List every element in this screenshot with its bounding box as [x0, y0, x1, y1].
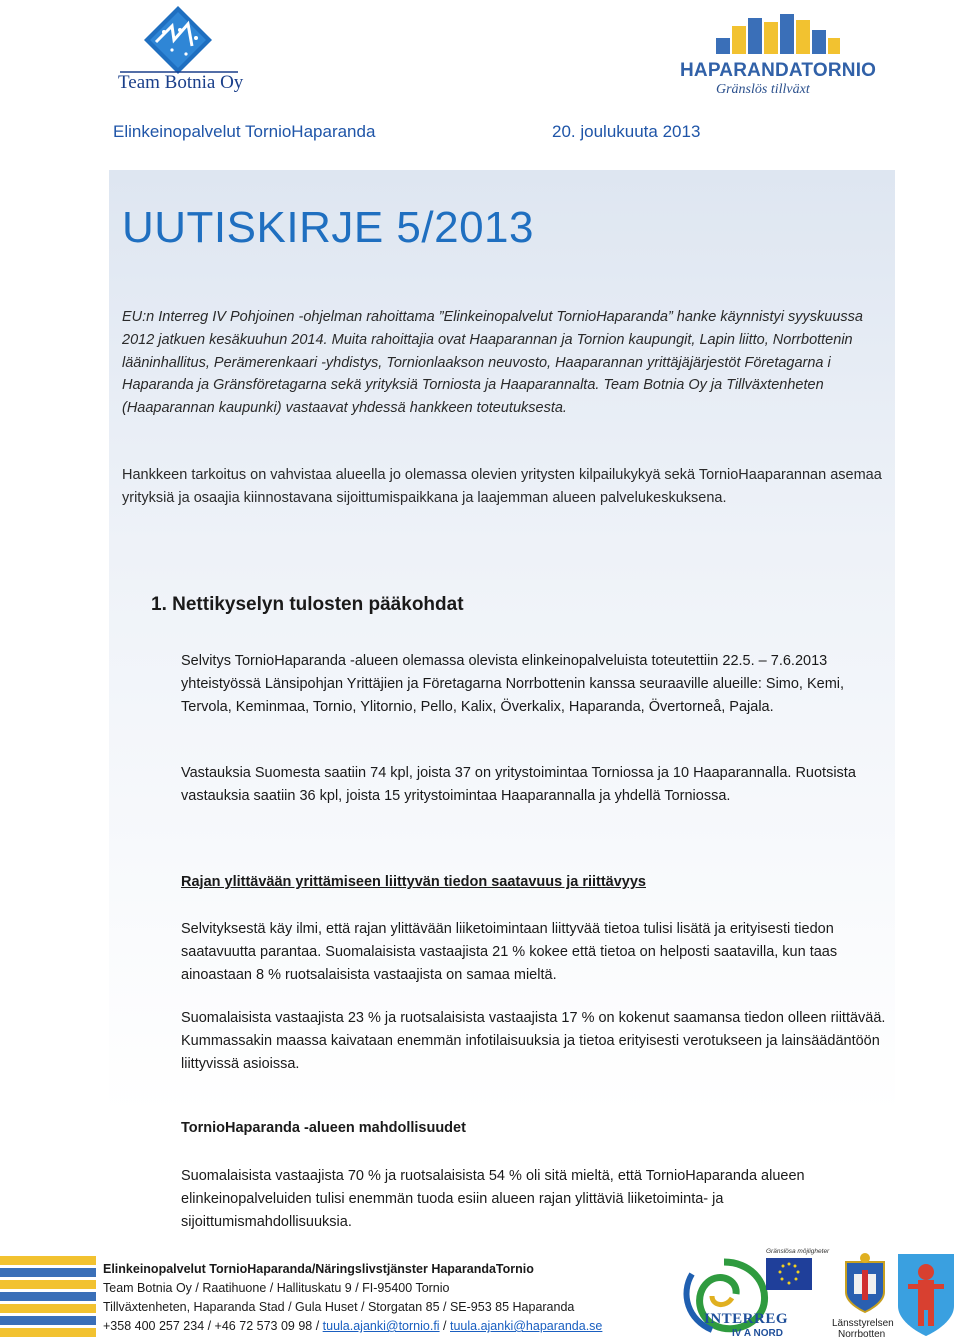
- footer-address-haparanda: Tillväxtenheten, Haparanda Stad / Gula Huset / Storgatan 85 / SE-953 85 Haparanda: [103, 1300, 575, 1314]
- footer-phones: +358 400 257 234 / +46 72 573 09 98 /: [103, 1319, 323, 1333]
- footer-separator: /: [439, 1319, 450, 1333]
- footer-contact-line: [103, 1317, 663, 1336]
- team-botnia-logo: [112, 2, 247, 98]
- newsletter-title: UUTISKIRJE 5/2013: [122, 203, 534, 252]
- haparandatornio-bars-icon: [676, 8, 876, 58]
- newsletter-date: 20. joulukuuta 2013: [552, 122, 701, 141]
- intro-paragraph: EU:n Interreg IV Pohjoinen -ohjelman rahoittama ”Elinkeinopalvelut TornioHaparanda” hanke käynnistyi syyskuussa 2012 jatkuen kesäkuuhun 2014. Muita rahoittajia ovat Haaparannan ja Tornion kaupungit, Lapin liitto, Norrbottenin lääninhallitus, Perämerenkaari -yhdistys, Tornionlaakson neuvosto, Haaparannan yrittäjäjärjestöt Företagarna i Haparanda ja Gränsföretagarna sekä yrityksiä Torniosta ja Haaparannalta. Team Botnia Oy ja Tillväxtenheten (Haaparannan kaupunki) vastaavat yhdessä hankkeen toteutuksesta.: [122, 309, 863, 417]
- footer-org-line: Elinkeinopalvelut TornioHaparanda/Näringslivstjänster HaparandaTornio: [103, 1262, 534, 1276]
- interreg-label: INTERREG: [704, 1311, 789, 1327]
- wild-man-crest-icon: [894, 1250, 958, 1340]
- team-botnia-diamond-icon: [112, 2, 247, 74]
- coat-of-arms-icon: [840, 1252, 890, 1314]
- footer-stripes-icon: [0, 1250, 96, 1342]
- org-name: Elinkeinopalvelut TornioHaparanda: [113, 122, 376, 141]
- footer-address-tornio: Team Botnia Oy / Raatihuone / Hallituskatu 9 / FI-95400 Tornio: [103, 1281, 450, 1295]
- subheading-opportunities: TornioHaparanda -alueen mahdollisuudet: [181, 1120, 466, 1136]
- information-paragraph-1: Selvityksestä käy ilmi, että rajan ylittävään liiketoimintaan liittyvää tietoa tulisi lisätä ja erityisesti tiedon saatavuutta parantaa. Suomalaisista vastaajista 21 % kokee että tietoa on helposti saatavilla, kun taas ainoastaan 8 % ruotsalaisista vastaajista on samaa mieltä.: [181, 921, 838, 983]
- footer-contact: [103, 1260, 663, 1336]
- interreg-sub-label: IV A NORD: [732, 1328, 783, 1339]
- responses-paragraph: Vastauksia Suomesta saatiin 74 kpl, joista 37 on yritystoimintaa Torniossa ja 10 Haaparannalla. Ruotsista vastauksia saatiin 36 kpl, joista 15 yritystoimintaa Haaparannalla ja yhdellä Torniossa.: [181, 765, 856, 804]
- team-botnia-logo-text: Team Botnia Oy: [118, 72, 244, 93]
- email-link-tornio[interactable]: tuula.ajanki@tornio.fi: [322, 1319, 440, 1333]
- section-heading-survey: 1. Nettikyselyn tulosten pääkohdat: [151, 594, 464, 615]
- haparandatornio-logo: [676, 8, 876, 100]
- opportunities-paragraph: Suomalaisista vastaajista 70 % ja ruotsalaisista 54 % oli sitä mieltä, että TornioHaparanda alueen elinkeinopalveluiden tulisi enemmän tuoda esiin alueen rajan ylittäviä liiketoiminta- ja sijoittumismahdollisuuksia.: [181, 1168, 805, 1230]
- eu-caption: Gränslösa möjligheter: [766, 1248, 830, 1255]
- eu-flag-icon: [766, 1258, 812, 1290]
- information-paragraph-2: Suomalaisista vastaajista 23 % ja ruotsalaisista vastaajista 17 % on kokenut saamansa tiedon olleen riittävää. Kummassakin maassa kaivataan enemmän infotilaisuuksia ja tietoa erityisesti verotukseen ja lainsäädäntöön liittyvissä asioissa.: [181, 1010, 886, 1072]
- haparandatornio-brand: HAPARANDATORNIO: [680, 60, 877, 81]
- haparandatornio-tagline: Gränslös tillväxt: [716, 82, 810, 97]
- footer-logos: [668, 1248, 960, 1342]
- purpose-paragraph: Hankkeen tarkoitus on vahvistaa alueella jo olemassa olevien yritysten kilpailukykyä sekä TornioHaaparannan asemaa yrityksiä ja osaajia kiinnostavana sijoittumispaikkana ja laajemman alueen palvelukeskuksena.: [122, 467, 882, 506]
- lansstyrelsen-label: Länsstyrelsen: [832, 1318, 894, 1329]
- subheading-information: Rajan ylittävään yrittämiseen liittyvän tiedon saatavuus ja riittävyys: [181, 874, 646, 890]
- email-link-haparanda[interactable]: tuula.ajanki@haparanda.se: [450, 1319, 603, 1333]
- norrbotten-label: Norrbotten: [838, 1329, 886, 1340]
- survey-paragraph: Selvitys TornioHaparanda -alueen olemassa olevista elinkeinopalveluista toteutettiin 22.5. – 7.6.2013 yhteistyössä Länsipohjan Yrittäjien ja Företagarna Norrbottenin kanssa seuraaville alueille: Simo, Kemi, Tervola, Keminmaa, Tornio, Ylitornio, Pello, Kalix, Överkalix, Haparanda, Övertorneå, Pajala.: [181, 653, 845, 715]
